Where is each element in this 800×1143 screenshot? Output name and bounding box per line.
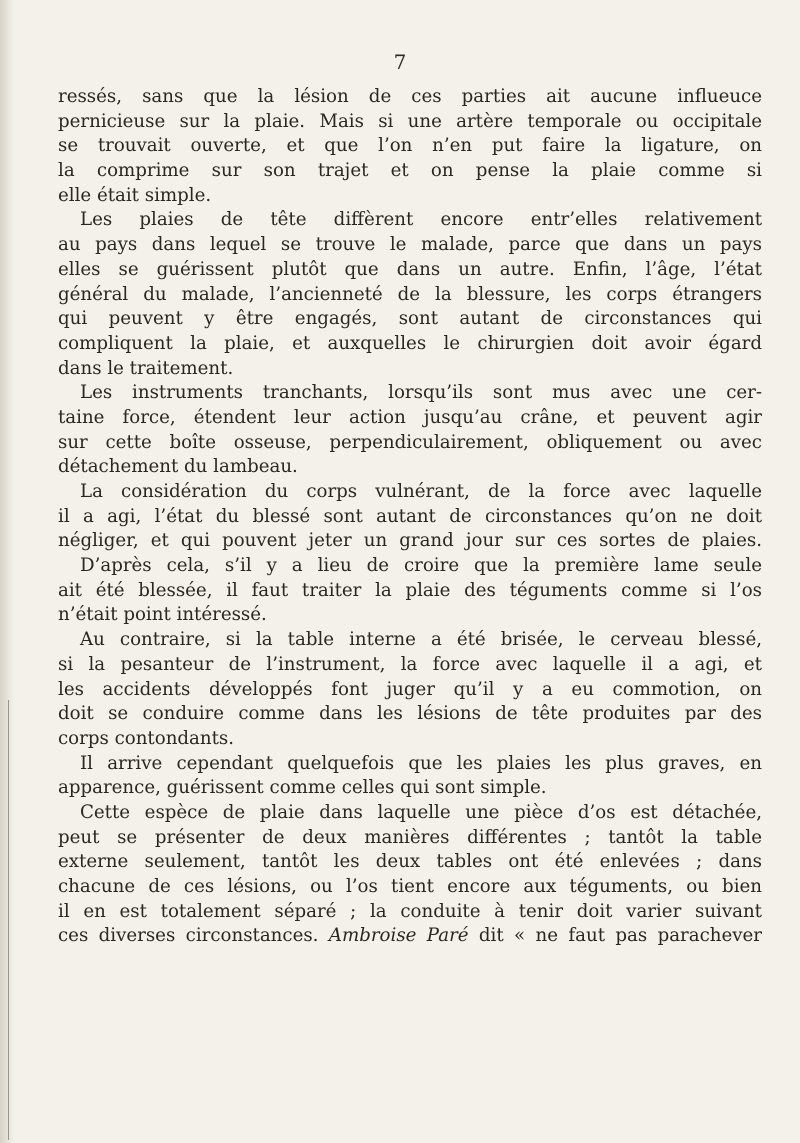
text-line: dans le traitement. [58, 357, 234, 379]
text-line: compliquent la plaie, et auxquelles le chirurgien doit avoir égard [58, 332, 762, 354]
text-line: elle était simple. [58, 184, 212, 206]
text-line: elles se guérissent plutôt que dans un autre. Enfin, l’âge, l’état [58, 258, 762, 280]
text-line: la comprime sur son trajet et on pense la plaie comme si [58, 160, 762, 182]
binding-gutter [0, 0, 14, 1143]
text-line: chacune de ces lésions, ou l’os tient encore aux téguments, ou bien [58, 876, 762, 897]
text-line: ressés, sans que la lésion de ces parties ait aucune influeuce [58, 86, 762, 107]
final-line-before: ces diverses circonstances. [58, 925, 329, 947]
text-line: taine force, étendent leur action jusqu’au crâne, et peuvent agir [58, 406, 762, 428]
text-line: Au contraire, si la table interne a été brisée, le cerveau blessé, [80, 629, 762, 651]
text-line: doit se conduire comme dans les lésions de tête produites par des [58, 703, 762, 725]
text-line: se trouvait ouverte, et que l’on n’en put faire la ligature, on [58, 135, 762, 157]
text-line: il en est totalement séparé ; la conduite à tenir doit varier suivant [58, 900, 762, 922]
text-line: Les plaies de tête diffèrent encore entr’elles relativement [80, 209, 762, 231]
text-line: général du malade, l’ancienneté de la blessure, les corps étrangers [58, 283, 762, 305]
final-line-after: dit « ne faut pas parachever [468, 925, 762, 947]
text-line: si la pesanteur de l’instrument, la force avec laquelle il a agi, et [58, 653, 762, 675]
text-line-final [58, 924, 762, 949]
text-line: qui peuvent y être engagés, sont autant de circonstances qui [58, 308, 762, 330]
text-line: Cette espèce de plaie dans laquelle une pièce d’os est détachée, [80, 801, 762, 823]
text-line: détachement du lambeau. [58, 456, 298, 478]
text-line: il a agi, l’état du blessé sont autant de circonstances qu’on ne doit [58, 505, 762, 527]
text-line: La considération du corps vulnérant, de la force avec laquelle [80, 481, 762, 502]
text-line: les accidents développés font juger qu’il y a eu commotion, on [58, 678, 762, 700]
text-line: n’était point intéressé. [58, 604, 267, 626]
text-line: D’après cela, s’il y a lieu de croire que la première lame seule [80, 555, 762, 577]
text-line: externe seulement, tantôt les deux tables ont été enlevées ; dans [58, 851, 762, 873]
text-line: ait été blessée, il faut traiter la plaie des téguments comme si l’os [58, 579, 762, 601]
text-line: Il arrive cependant quelquefois que les plaies les plus graves, en [80, 752, 762, 774]
body-text [58, 85, 762, 949]
text-line: sur cette boîte osseuse, perpendiculairement, obliquement ou avec [58, 431, 762, 453]
text-line: Les instruments tranchants, lorsqu’ils sont mus avec une cer- [80, 382, 762, 404]
text-line: négliger, et qui pouvent jeter un grand jour sur ces sortes de plaies. [58, 530, 762, 552]
text-line: peut se présenter de deux manières différentes ; tantôt la table [58, 826, 762, 848]
text-line: corps contondants. [58, 727, 235, 749]
text-line: au pays dans lequel se trouve le malade, parce que dans un pays [58, 234, 762, 256]
text-line: pernicieuse sur la plaie. Mais si une artère temporale ou occipitale [58, 110, 762, 132]
author-name: Ambroise Paré [328, 925, 469, 947]
page-number: 7 [393, 50, 407, 74]
binding-edge-line [8, 700, 9, 1140]
text-line: apparence, guérissent comme celles qui sont simple. [58, 777, 547, 799]
